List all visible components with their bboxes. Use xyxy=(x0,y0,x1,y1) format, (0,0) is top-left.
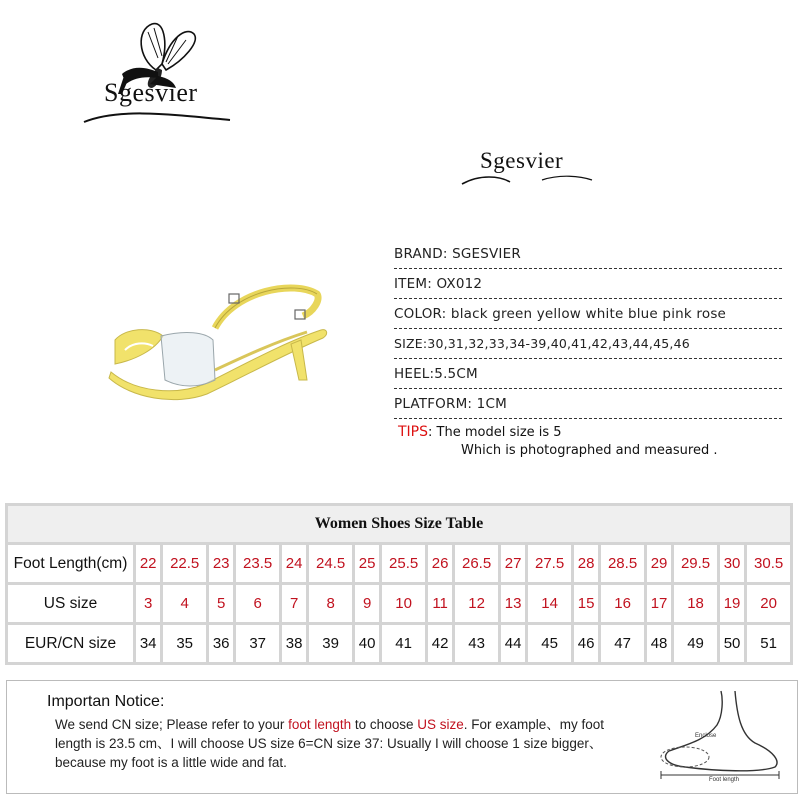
size-cell: 16 xyxy=(601,585,644,622)
spec-heel-label: HEEL:5.5CM xyxy=(394,366,478,382)
size-cell: 47 xyxy=(601,625,644,662)
foot-diagram xyxy=(655,685,787,785)
size-cell: 25 xyxy=(355,545,379,582)
size-cell: 29.5 xyxy=(674,545,717,582)
brand-logo-secondary xyxy=(460,148,610,193)
size-cell: 44 xyxy=(501,625,525,662)
size-cell: 22.5 xyxy=(163,545,206,582)
spec-platform-label: PLATFORM: 1CM xyxy=(394,396,507,412)
size-cell: 23.5 xyxy=(236,545,279,582)
size-cell: 26 xyxy=(428,545,452,582)
size-cell: 39 xyxy=(309,625,352,662)
spec-item-label: ITEM: OX012 xyxy=(394,276,483,292)
size-cell: 28 xyxy=(574,545,598,582)
row-label: US size xyxy=(8,585,133,622)
size-cell: 37 xyxy=(236,625,279,662)
spec-size xyxy=(394,330,782,359)
notice-highlight-foot-length: foot length xyxy=(288,717,352,732)
notice-box xyxy=(6,680,798,794)
size-cell: 43 xyxy=(455,625,498,662)
size-cell: 48 xyxy=(647,625,671,662)
spec-platform xyxy=(394,390,782,419)
size-cell: 7 xyxy=(282,585,306,622)
table-row xyxy=(8,625,790,662)
notice-text-3: . For example、my foot length is 23.5 cm、I will choose US size 6=CN size 37: Usually I will choose 1 size bigger、because my foot is a little wide and fat. xyxy=(55,717,605,770)
table-row xyxy=(8,545,790,582)
size-cell: 30 xyxy=(720,545,744,582)
size-table-title: Women Shoes Size Table xyxy=(8,506,790,542)
size-table xyxy=(5,503,793,665)
size-cell: 8 xyxy=(309,585,352,622)
brand-logo-text: Sgesvier xyxy=(104,78,198,107)
foot-measure-icon xyxy=(655,685,787,785)
size-cell: 26.5 xyxy=(455,545,498,582)
table-row xyxy=(8,585,790,622)
spec-color xyxy=(394,300,782,329)
spec-brand-label: BRAND: SGESVIER xyxy=(394,246,521,262)
tips-label: TIPS xyxy=(398,424,429,440)
tips-block xyxy=(398,424,717,458)
size-cell: 28.5 xyxy=(601,545,644,582)
spec-color-label: COLOR: black green yellow white blue pink rose xyxy=(394,306,727,322)
notice-text-1: We send CN size; Please refer to your xyxy=(55,717,289,732)
size-cell: 18 xyxy=(674,585,717,622)
size-cell: 27.5 xyxy=(528,545,571,582)
size-cell: 36 xyxy=(209,625,233,662)
size-cell: 24.5 xyxy=(309,545,352,582)
product-image xyxy=(95,280,345,410)
notice-title: Importan Notice: xyxy=(47,693,165,710)
spec-heel xyxy=(394,360,782,389)
size-cell: 14 xyxy=(528,585,571,622)
swoosh-icon xyxy=(460,148,610,193)
sandal-illustration xyxy=(95,280,345,410)
size-cell: 12 xyxy=(455,585,498,622)
size-cell: 34 xyxy=(136,625,160,662)
notice-body xyxy=(55,715,635,772)
size-cell: 5 xyxy=(209,585,233,622)
brand-logo xyxy=(78,18,238,128)
row-label: EUR/CN size xyxy=(8,625,133,662)
size-cell: 51 xyxy=(747,625,790,662)
size-cell: 30.5 xyxy=(747,545,790,582)
size-cell: 45 xyxy=(528,625,571,662)
size-cell: 9 xyxy=(355,585,379,622)
butterfly-heel-icon xyxy=(78,18,238,128)
tips-line1: : The model size is 5 xyxy=(428,425,562,440)
size-cell: 19 xyxy=(720,585,744,622)
size-cell: 23 xyxy=(209,545,233,582)
size-cell: 6 xyxy=(236,585,279,622)
size-cell: 15 xyxy=(574,585,598,622)
size-cell: 40 xyxy=(355,625,379,662)
spec-brand xyxy=(394,240,782,269)
size-cell: 50 xyxy=(720,625,744,662)
size-cell: 27 xyxy=(501,545,525,582)
size-cell: 35 xyxy=(163,625,206,662)
size-cell: 22 xyxy=(136,545,160,582)
size-cell: 11 xyxy=(428,585,452,622)
notice-highlight-us-size: US size xyxy=(417,717,464,732)
size-cell: 17 xyxy=(647,585,671,622)
size-cell: 29 xyxy=(647,545,671,582)
size-cell: 20 xyxy=(747,585,790,622)
enclose-label: Enclose xyxy=(695,733,717,739)
size-cell: 46 xyxy=(574,625,598,662)
foot-length-label: Foot length xyxy=(709,777,740,783)
size-cell: 41 xyxy=(382,625,425,662)
spec-size-label: SIZE:30,31,32,33,34-39,40,41,42,43,44,45,46 xyxy=(394,336,690,351)
size-cell: 25.5 xyxy=(382,545,425,582)
size-cell: 42 xyxy=(428,625,452,662)
row-label: Foot Length(cm) xyxy=(8,545,133,582)
spec-item xyxy=(394,270,782,299)
size-cell: 10 xyxy=(382,585,425,622)
size-cell: 4 xyxy=(163,585,206,622)
size-cell: 24 xyxy=(282,545,306,582)
size-cell: 13 xyxy=(501,585,525,622)
brand-logo-secondary-text: Sgesvier xyxy=(480,148,564,173)
size-cell: 3 xyxy=(136,585,160,622)
tips-line2: Which is photographed and measured . xyxy=(461,443,718,458)
notice-text-2: to choose xyxy=(351,717,418,732)
size-cell: 49 xyxy=(674,625,717,662)
size-cell: 38 xyxy=(282,625,306,662)
